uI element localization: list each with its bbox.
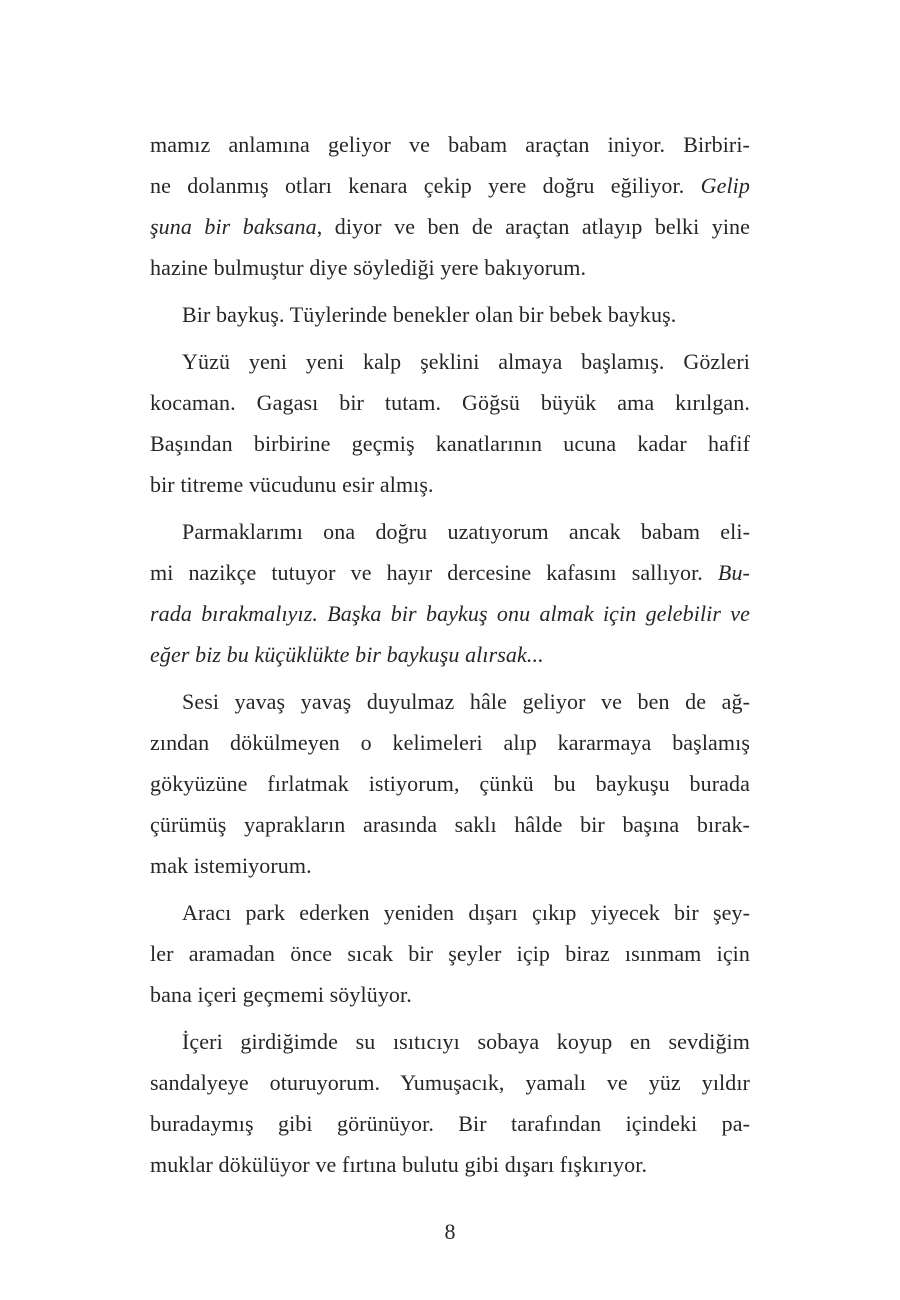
text-segment: Yüzü yeni yeni kalp şeklini almaya başlamış. Gözleri [182, 348, 750, 374]
text-line [150, 681, 750, 722]
paragraph [150, 892, 750, 1015]
text-segment: Başından birbirine geçmiş kanatlarının ucuna kadar hafif [150, 430, 750, 456]
text-line [150, 511, 750, 552]
text-line [150, 382, 750, 423]
italic-text: Bu- [717, 559, 750, 585]
text-segment: Aracı park ederken yeniden dışarı çıkıp yiyecek bir şey- [182, 900, 750, 926]
paragraph [150, 294, 750, 335]
text-segment: ne dolanmış otları kenara çekip yere doğru eğiliyor. [150, 173, 701, 199]
text-line [150, 763, 750, 804]
text-line [150, 974, 750, 1015]
text-segment: mi nazikçe tutuyor ve hayır dercesine kafasını sallıyor. [150, 559, 718, 585]
text-line [150, 1144, 750, 1185]
italic-text: şuna bir baksana [150, 214, 317, 240]
text-segment: İçeri girdiğimde su ısıtıcıyı sobaya koyup en sevdiğim [182, 1028, 750, 1054]
text-line [150, 593, 750, 634]
text-line [150, 423, 750, 464]
italic-text: rada bırakmalıyız. Başka bir baykuş onu almak için gelebilir ve [150, 601, 750, 627]
text-segment: Bir baykuş. Tüylerinde benekler olan bir bebek baykuş. [182, 302, 677, 328]
text-segment: hazine bulmuştur diye söylediği yere bakıyorum. [150, 255, 587, 281]
text-line [150, 464, 750, 505]
paragraph [150, 681, 750, 887]
text-segment: kocaman. Gagası bir tutam. Göğsü büyük ama kırılgan. [150, 389, 750, 415]
text-line [150, 722, 750, 763]
paragraph [150, 341, 750, 506]
paragraph [150, 1021, 750, 1186]
text-line [150, 892, 750, 933]
text-line [150, 294, 750, 335]
text-line [150, 1062, 750, 1103]
text-segment: ler aramadan önce sıcak bir şeyler içip biraz ısınmam için [150, 941, 750, 967]
text-line [150, 1021, 750, 1062]
paragraph [150, 511, 750, 676]
text-segment: mak istemiyorum. [150, 853, 312, 879]
text-line [150, 341, 750, 382]
text-segment: Parmaklarımı ona doğru uzatıyorum ancak babam eli- [182, 518, 750, 544]
text-line [150, 1103, 750, 1144]
text-segment: çürümüş yaprakların arasında saklı hâlde bir başına bırak- [150, 812, 750, 838]
text-line [150, 206, 750, 247]
text-line [150, 845, 750, 886]
text-segment: zından dökülmeyen o kelimeleri alıp kararmaya başlamış [150, 729, 750, 755]
text-segment: gökyüzüne fırlatmak istiyorum, çünkü bu baykuşu burada [150, 771, 750, 797]
paragraph [150, 124, 750, 289]
page-number: 8 [444, 1219, 456, 1244]
text-line [150, 804, 750, 845]
text-line [150, 124, 750, 165]
text-line [150, 552, 750, 593]
text-segment: buradaymış gibi görünüyor. Bir tarafından içindeki pa- [150, 1111, 750, 1137]
italic-text: Gelip [700, 173, 750, 199]
text-segment: , diyor ve ben de araçtan atlayıp belki yine [316, 214, 750, 240]
body-text [150, 124, 750, 1186]
text-segment: sandalyeye oturuyorum. Yumuşacık, yamalı ve yüz yıldır [150, 1070, 750, 1096]
text-segment: bir titreme vücudunu esir almış. [150, 472, 434, 498]
text-line [150, 247, 750, 288]
text-segment: muklar dökülüyor ve fırtına bulutu gibi dışarı fışkırıyor. [150, 1152, 648, 1178]
text-line [150, 165, 750, 206]
text-line [150, 634, 750, 675]
text-line [150, 933, 750, 974]
text-segment: mamız anlamına geliyor ve babam araçtan iniyor. Birbiri- [150, 132, 750, 157]
italic-text: eğer biz bu küçüklükte bir baykuşu alırsak... [150, 642, 544, 668]
text-segment: bana içeri geçmemi söylüyor. [150, 982, 412, 1008]
text-segment: Sesi yavaş yavaş duyulmaz hâle geliyor ve ben de ağ- [182, 688, 750, 714]
